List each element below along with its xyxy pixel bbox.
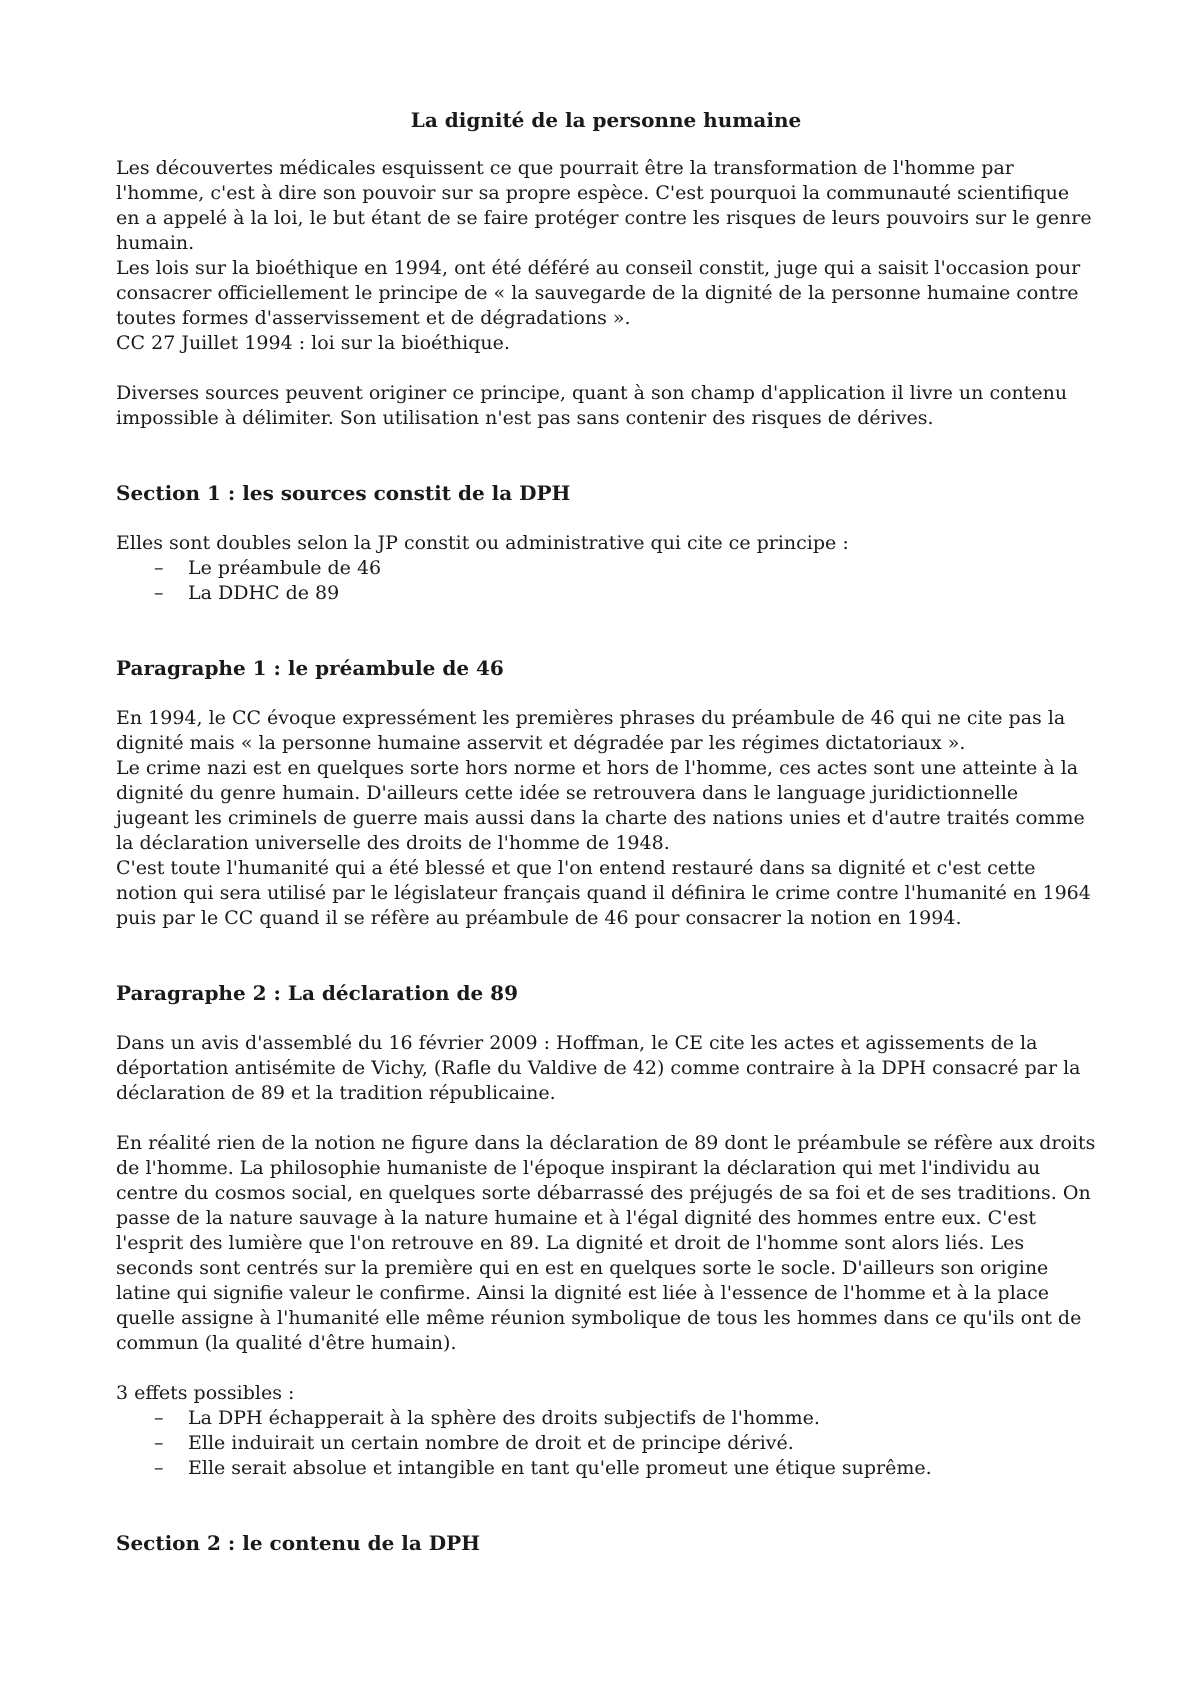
section-2-heading: Section 2 : le contenu de la DPH	[116, 1531, 481, 1555]
dash-bullet: –	[154, 1407, 164, 1429]
intro-paragraph-4: Diverses sources peuvent originer ce principe, quant à son champ d'application il livre un contenu impossible à délimiter. Son utilisation n'est pas sans contenir des risques de dérives.	[116, 382, 1068, 429]
spacer	[116, 606, 1096, 656]
list-item: – Le préambule de 46	[154, 557, 382, 579]
spacer	[116, 506, 1096, 531]
intro-paragraph-2: Les lois sur la bioéthique en 1994, ont été déféré au conseil constit, juge qui a saisit l'occasion pour consacrer officiellement le principe de « la sauvegarde de la dignité de la personne humaine contre toutes formes d'asservissement et de dégradations ».	[116, 257, 1081, 329]
section-1-list	[116, 556, 1096, 606]
list-item: – Elle serait absolue et intangible en tant qu'elle promeut une étique suprême.	[154, 1457, 932, 1479]
paragraph-2-text-2: En réalité rien de la notion ne figure dans la déclaration de 89 dont le préambule se réfère aux droits de l'homme. La philosophie humaniste de l'époque inspirant la déclaration qui met l'individu au centre du cosmos social, en quelques sorte débarrassé des préjugés de sa foi et de ses traditions. On passe de la nature sauvage à la nature humaine et à l'égal dignité des hommes entre eux. C'est l'esprit des lumière que l'on retrouve en 89. La dignité et droit de l'homme sont alors liés. Les seconds sont centrés sur la première qui en est en quelques sorte le socle. D'ailleurs son origine latine qui signifie valeur le confirme. Ainsi la dignité est liée à l'essence de l'homme et à la place quelle assigne à l'humanité elle même réunion symbolique de tous les hommes dans ce qu'ils ont de commun (la qualité d'être humain).	[116, 1132, 1096, 1354]
spacer	[116, 431, 1096, 481]
document-title: La dignité de la personne humaine	[410, 108, 802, 132]
section-1-heading: Section 1 : les sources constit de la DPH	[116, 481, 571, 505]
spacer	[116, 1106, 1096, 1131]
dash-bullet: –	[154, 1457, 164, 1479]
document-page	[116, 108, 1096, 1556]
paragraph-2-text-3: 3 effets possibles :	[116, 1382, 295, 1404]
list-item: – Elle induirait un certain nombre de droit et de principe dérivé.	[154, 1432, 794, 1454]
paragraph-2-heading: Paragraphe 2 : La déclaration de 89	[116, 981, 518, 1005]
spacer	[116, 931, 1096, 981]
intro-paragraph-3: CC 27 Juillet 1994 : loi sur la bioéthique.	[116, 332, 510, 354]
paragraph-1-text-1: En 1994, le CC évoque expressément les premières phrases du préambule de 46 qui ne cite pas la dignité mais « la personne humaine asservit et dégradée par les régimes dictatoriaux ».	[116, 707, 1066, 754]
list-item: – La DDHC de 89	[154, 582, 340, 604]
paragraph-1-heading: Paragraphe 1 : le préambule de 46	[116, 656, 504, 680]
paragraph-2-list	[116, 1406, 1096, 1481]
spacer	[116, 1481, 1096, 1531]
spacer	[116, 1356, 1096, 1381]
dash-bullet: –	[154, 557, 164, 579]
paragraph-1-text-3: C'est toute l'humanité qui a été blessé et que l'on entend restauré dans sa dignité et c'est cette notion qui sera utilisé par le législateur français quand il définira le crime contre l'humanité en 1964 puis par le CC quand il se réfère au préambule de 46 pour consacrer la notion en 1994.	[116, 857, 1091, 929]
paragraph-1-text-2: Le crime nazi est en quelques sorte hors norme et hors de l'homme, ces actes sont une atteinte à la dignité du genre humain. D'ailleurs cette idée se retrouvera dans le language juridictionnelle jugeant les criminels de guerre mais aussi dans la charte des nations unies et d'autre traités comme la déclaration universelle des droits de l'homme de 1948.	[116, 757, 1085, 854]
dash-bullet: –	[154, 1432, 164, 1454]
list-item: – La DPH échapperait à la sphère des droits subjectifs de l'homme.	[154, 1407, 820, 1429]
intro-paragraph-1: Les découvertes médicales esquissent ce que pourrait être la transformation de l'homme par l'homme, c'est à dire son pouvoir sur sa propre espèce. C'est pourquoi la communauté scientifique en a appelé à la loi, le but étant de se faire protéger contre les risques de leurs pouvoirs sur le genre humain.	[116, 157, 1092, 254]
dash-bullet: –	[154, 582, 164, 604]
section-1-paragraph: Elles sont doubles selon la JP constit ou administrative qui cite ce principe :	[116, 532, 849, 554]
spacer	[116, 681, 1096, 706]
spacer	[116, 1006, 1096, 1031]
paragraph-2-text-1: Dans un avis d'assemblé du 16 février 2009 : Hoffman, le CE cite les actes et agissements de la déportation antisémite de Vichy, (Rafle du Valdive de 42) comme contraire à la DPH consacré par la déclaration de 89 et la tradition républicaine.	[116, 1032, 1081, 1104]
spacer	[116, 356, 1096, 381]
